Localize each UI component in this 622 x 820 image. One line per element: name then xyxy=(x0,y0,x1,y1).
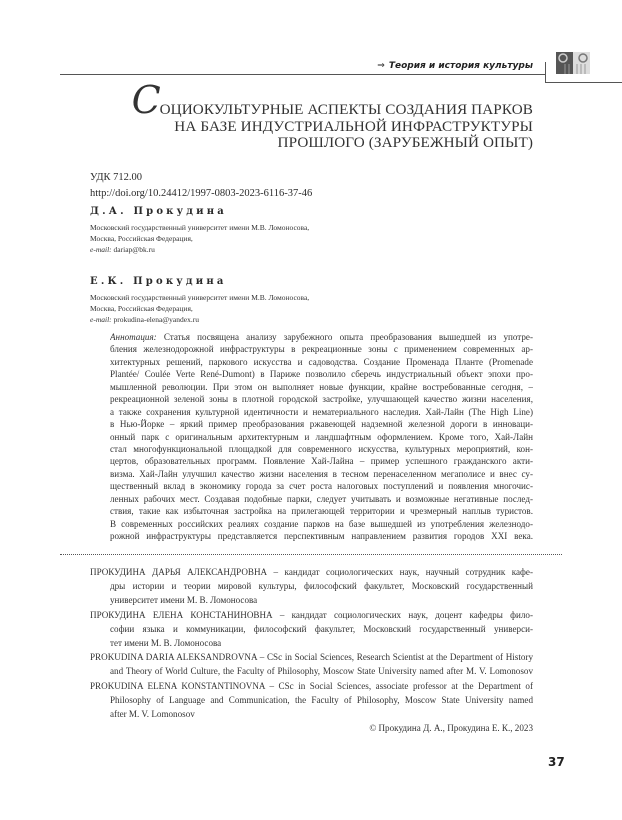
article-identifiers xyxy=(90,170,312,202)
author-bio xyxy=(90,679,533,722)
bio-line: софии языка и коммуникации, философский факультет, Московский государственный универси- xyxy=(110,623,533,634)
abstract-line: хитектурных решений, паркового искусства и садоводства. Создание Променада Планте (Promenade xyxy=(110,356,533,367)
author-email[interactable]: dariap@bk.ru xyxy=(113,245,155,254)
abstract-line: Plantée/ Coulée Verte René-Dumont) в Париже позволило сберечь индустриальный объект эпохи про- xyxy=(110,369,533,380)
email-label: e-mail: xyxy=(90,315,112,324)
header-rule xyxy=(60,74,545,75)
abstract-line: мышленной революции. При этом он выполняет новые функции, крайне востребованные сегодня, – xyxy=(110,381,533,392)
abstract xyxy=(110,331,533,542)
abstract-label: Аннотация: xyxy=(110,332,157,342)
abstract-line: в Нью-Йорке – яркий пример преобразования ржавеющей надземной железной дороги в инноваци- xyxy=(110,419,533,430)
affiliation-university: Московский государственный университет имени М.В. Ломоносова, xyxy=(90,293,310,302)
abstract-line: онный парк с оригинальным архитектурным и ландшафтным оформлением. Кроме того, Хай-Лайн xyxy=(110,431,533,442)
author-bio xyxy=(90,565,533,608)
author-affiliation xyxy=(90,292,309,325)
abstract-line: щественный вклад в экономику города за счет роста налоговых поступлений и появления многочис- xyxy=(110,481,533,492)
bio-line: тет имени М. В. Ломоносова xyxy=(110,638,222,649)
author-bios xyxy=(90,565,533,721)
author-affiliation xyxy=(90,222,309,255)
bio-line: PROKUDINA DARIA ALEKSANDROVNA – CSc in Social Sciences, Research Scientist at the Department of History xyxy=(90,652,533,663)
author-name: Д.А. Прокудина xyxy=(90,206,227,217)
bio-line: and Theory of World Culture, the Faculty of Philosophy, Moscow State University named after M. V. Lomonosov xyxy=(110,666,533,677)
doi-link[interactable]: http://doi.org/10.24412/1997-0803-2023-6116-37-46 xyxy=(90,188,313,199)
abstract-line: рекреационной зеленой зоны в плотной городской застройке, улучшающей качество жизни населения, xyxy=(110,394,533,405)
bio-line: ПРОКУДИНА ДАРЬЯ АЛЕКСАНДРОВНА – кандидат социологических наук, научный сотрудник кафе- xyxy=(90,567,533,577)
abstract-line: рожной инфраструктуры представляется перспективным направлением развития городов XXI века. xyxy=(110,531,533,541)
affiliation-city: Москва, Российская Федерация, xyxy=(90,234,193,243)
title-line: ПРОШЛОГО (ЗАРУБЕЖНЫЙ ОПЫТ) xyxy=(277,134,533,151)
copyright-notice: © Прокудина Д. А., Прокудина Е. К., 2023 xyxy=(369,723,533,733)
title-line: ОЦИОКУЛЬТУРНЫЕ АСПЕКТЫ СОЗДАНИЯ ПАРКОВ xyxy=(159,101,533,118)
bio-line: ПРОКУДИНА ЕЛЕНА КОНСТАНИНОВНА – кандидат социологических наук, доцент кафедры фило- xyxy=(90,609,533,620)
affiliation-university: Московский государственный университет имени М.В. Ломоносова, xyxy=(90,223,310,232)
double-arrow-right-icon: ⇒ xyxy=(377,61,385,71)
abstract-line: бления железнодорожной инфраструктуры в рекреационные зоны с применением современных ар- xyxy=(110,344,533,355)
header-rule-right xyxy=(545,82,622,83)
article-title xyxy=(131,78,533,152)
author-bio xyxy=(90,608,533,651)
abstract-line: В современных российских реалиях создание парков на базе вышедшей из употребления железнодо- xyxy=(110,518,533,529)
title-initial: С xyxy=(131,78,161,122)
header-rule-vertical xyxy=(545,62,546,82)
bio-line: Philosophy of Language and Communication, the Faculty of Philosophy, Moscow State University named xyxy=(110,694,533,705)
email-label: e-mail: xyxy=(90,245,112,254)
abstract-line: визма. Хай-Лайн улучшил качество жизни населения в тесном перенаселенном мегаполисе и внес су- xyxy=(110,468,533,479)
udk-code: УДК 712.00 xyxy=(90,172,143,183)
dotted-divider xyxy=(60,554,562,555)
section-title: Теория и история культуры xyxy=(388,61,533,71)
abstract-text: Статья посвящена анализу зарубежного опыта преобразования вышедшей из употре- xyxy=(163,332,533,342)
affiliation-city: Москва, Российская Федерация, xyxy=(90,304,193,313)
bio-line: дры истории и теории мировой культуры, философский факультет, Московский государственный xyxy=(110,581,533,592)
abstract-line: а также сохранения культурной идентичности и нематериального наследия. Хай-Лайн (The High Line) xyxy=(110,406,533,417)
title-line: НА БАЗЕ ИНДУСТРИАЛЬНОЙ ИНФРАСТРУКТУРЫ xyxy=(174,117,533,135)
abstract-line: ленных рабочих мест. Создавая подобные парки, следует учитывать и возможные негативные послед- xyxy=(110,493,533,504)
author-email[interactable]: prokudina-elena@yandex.ru xyxy=(113,315,199,324)
abstract-line: цертов, образовательных программ. Появление Хай-Лайна – пример успешного гражданского акти- xyxy=(110,456,533,467)
abstract-line: ствия, такие как избыточная застройка на прилегающей территории и чрезмерный наплыв туристов. xyxy=(110,506,533,517)
section-header xyxy=(377,61,533,71)
ionic-column-logo-icon xyxy=(556,52,590,74)
author-bio xyxy=(90,650,533,678)
bio-line: PROKUDINA ELENA KONSTANTINOVNA – CSc in Social Sciences, associate professor at the Department of xyxy=(90,680,533,691)
abstract-line: стал многофункциональной площадкой для современного искусства, культурных мероприятий, кон- xyxy=(110,443,533,454)
bio-line: after M. V. Lomonosov xyxy=(110,709,195,720)
bio-line: университет имени М. В. Ломоносова xyxy=(110,595,258,606)
abstract-line xyxy=(110,331,533,343)
page-number: 37 xyxy=(548,755,565,769)
author-name: Е.К. Прокудина xyxy=(90,276,227,287)
